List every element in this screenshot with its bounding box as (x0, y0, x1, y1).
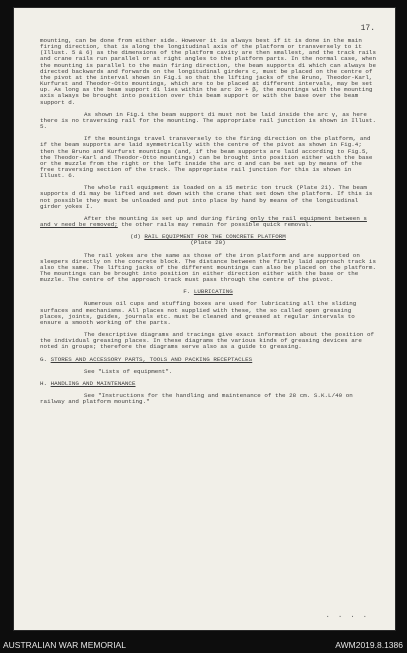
paragraph: As shown in Fig.1 the beam support d1 must not be laid inside the arc γ, as here there is no traversing rail for the mounting. The appropriate rail junction is shown in Illust. 5. (40, 110, 376, 131)
document-page (14, 8, 395, 630)
paragraph: Numerous oil cups and stuffing boxes are used for lubricating all the sliding surfaces and mechanisms. All places not supplied with these, the so called open greasing places, joints, guides, journals etc. must be cleaned and greased at regular intervals to ensure a smooth working of the parts. (40, 300, 357, 326)
heading-title: STORES AND ACCESSORY PARTS, TOOLS AND PACKING RECEPTACLES (50, 355, 253, 363)
footer-mark: . . . . (325, 612, 369, 620)
section-heading-h (40, 381, 376, 387)
paragraph (40, 216, 376, 228)
heading-prefix: G. (40, 355, 51, 363)
section-heading-d (40, 234, 376, 246)
paragraph-text: After the mounting is set up and during firing (84, 214, 251, 222)
document-body (40, 38, 376, 411)
section-heading-f (40, 289, 376, 295)
heading-title: HANDLING AND MAINTENANCE (50, 379, 136, 387)
paragraph: See "Lists of equipment". (84, 367, 173, 375)
heading-plate: (Plate 20) (190, 239, 226, 247)
paragraph: The whole rail equipment is loaded on a 15 metric ton truck (Plate 21). The beam supports d d1 may be lifted and set down with the crane that set down the platform. If this is not possible they must be unloaded and put into place by hand by means of the longitudinal girder yokes I. (40, 184, 373, 210)
archive-reference: AWM2019.8.1386 (335, 640, 403, 650)
heading-prefix: F. (183, 288, 194, 296)
heading-title: RAIL EQUIPMENT FOR THE CONCRETE PLATFORM (144, 233, 286, 241)
paragraph: The rail yokes are the same as those of the iron platform and are supported on sleepers directly on the concrete block. The distance between the firmly laid approach track is also the same. The lifting jacks of the different mountings can also be placed on the platform. The mountings can be brought into position in either direction either with the base or the muzzle. The centre of the approach track must pass through the centre of the pivot. (40, 251, 376, 284)
paragraph: The descriptive diagrams and tracings give exact information about the position of the individual greasing places. In these diagrams the various kinds of greasing devices are noted in groups; therefore the diagrams serve also as a guide to greasing. (40, 331, 375, 351)
paragraph: If the mountings travel transversely to the firing direction on the platform, and if the beam supports are laid symmetrically with the centre of the pivot as shown in Fig.4; then the Bruno and Kurfurst mountings (and, if the beam supports are laid according to Fig.5, the Theodor-Karl and Theodor-Otto mountings) can be brought into position either with the base or the muzzle from the right or the left inside the arc α and can be set up by means of the free traversing section of the track. The appropriate rail junction for this is shown in Illust. 6. (40, 135, 373, 180)
heading-title: LUBRICATING (193, 288, 233, 296)
page-number: 17. (360, 24, 375, 33)
paragraph: See "Instructions for the handling and maintenance of the 28 cm. S.K.L/40 on railway and platform mounting." (40, 392, 353, 406)
archive-caption-bar (0, 638, 407, 653)
paragraph-text: the other rails may remain for possible quick removal. (117, 221, 313, 229)
heading-prefix: (d) (130, 233, 145, 241)
paragraph: mounting, can be done from either side. However it is always best if it is done in the main firing direction, that is along the longitudinal axis of the platform or transversely to it (Illust. 5 & 6) as the dimensions of the platform cavity are then smallest, and the track rails and crane rails run parallel or at right angles to the platform parts. In the normal case, when the mounting is parallel to the main firing direction, the beam supports d1 which can always be directed backwards and forwards on the longitudinal girders c, must be placed on the centre of the pivot at the interval shown in Fig.1 so that the lifting jacks of the Bruno, Theodor-Karl, Kurfurst and Theodor-Otto mountings, which are to be placed at different intervals, may be set up. As long as the beam support d1 lies within the arc 2α + β, the mountings with the mounting axis always be brought into position over this beam support or with the base over the beam support d. (40, 37, 376, 106)
archive-name: AUSTRALIAN WAR MEMORIAL (3, 640, 126, 650)
underlined-text: only the rail equipment between s and v need be removed; (40, 214, 367, 229)
section-heading-g (40, 357, 376, 363)
heading-prefix: H. (40, 379, 51, 387)
